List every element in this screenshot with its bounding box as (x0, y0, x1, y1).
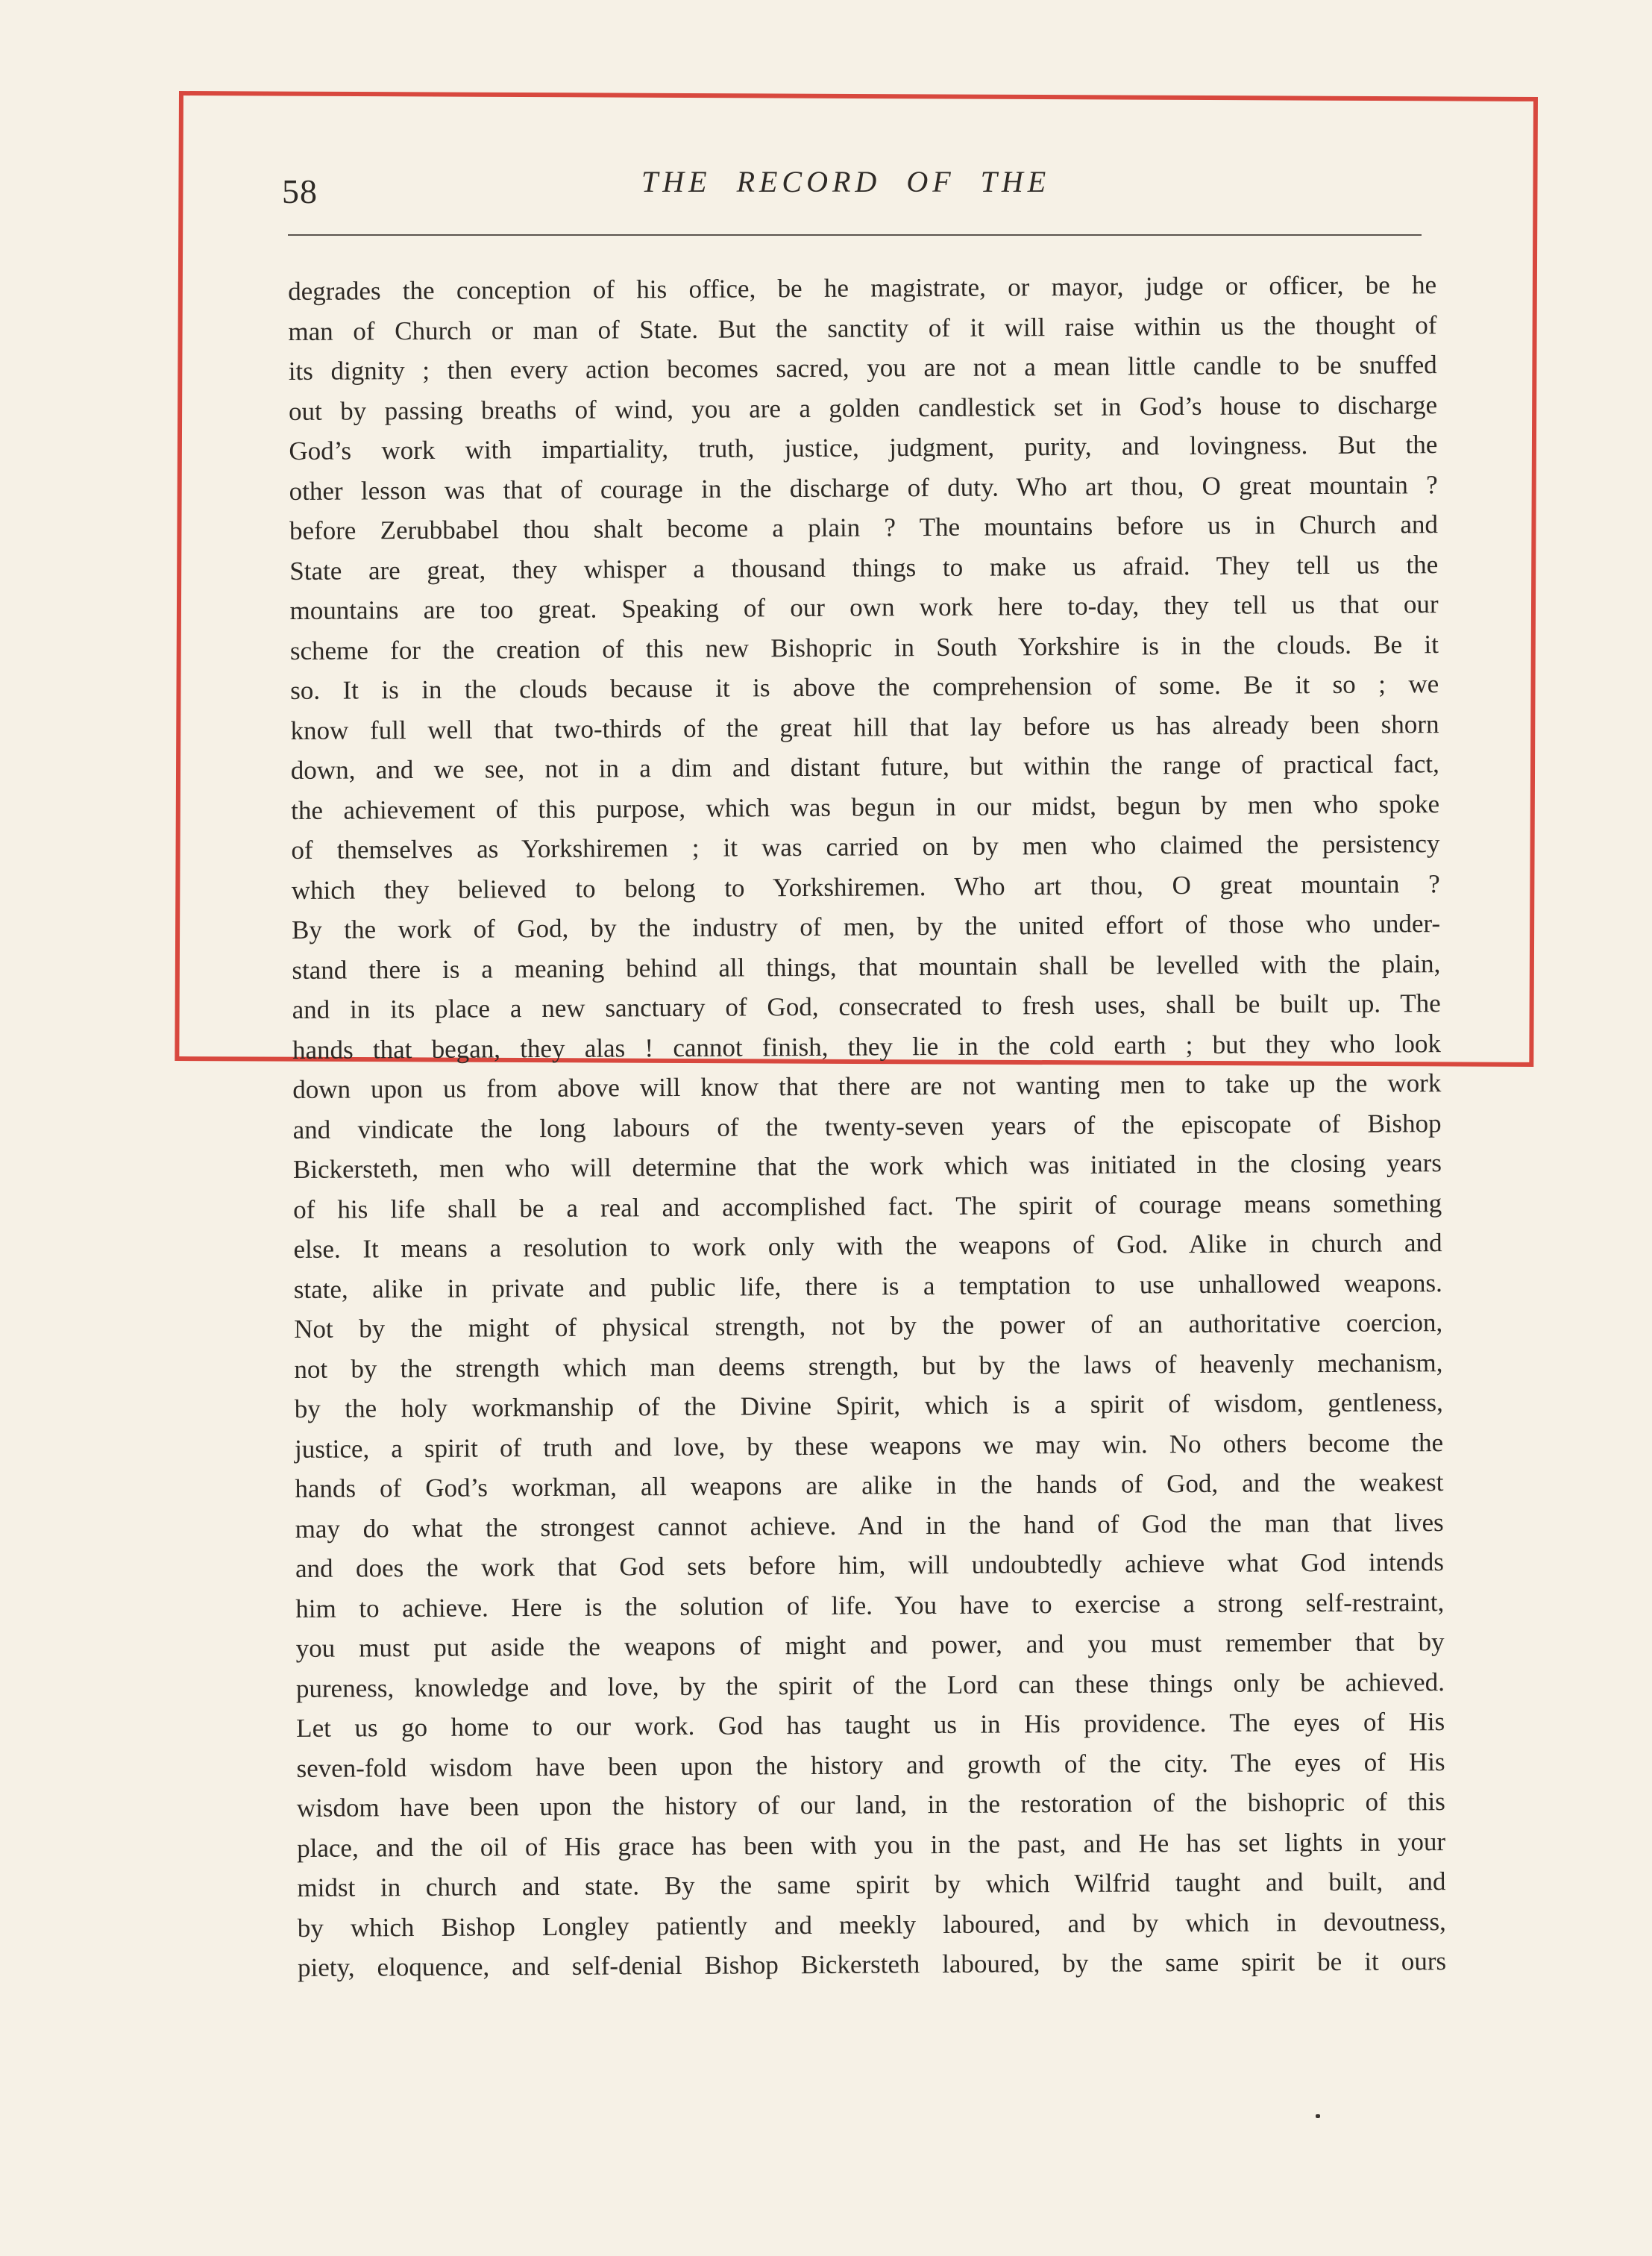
text-line: Bickersteth, men who will determine that the work which was initiated in the closing years (292, 1148, 1442, 1184)
text-line: God’s work with impartiality, truth, justice, judgment, purity, and lovingness. But the (289, 430, 1438, 466)
text-line: of themselves as Yorkshiremen ; it was carried on by men who claimed the persistency (291, 829, 1440, 865)
page-number: 58 (282, 172, 318, 210)
text-line: before Zerubbabel thou shalt become a plain ? The mountains before us in Church and (289, 510, 1439, 545)
text-line: Not by the might of physical strength, not by the power of an authoritative coercion, (294, 1308, 1443, 1344)
text-line: hands that began, they alas ! cannot finish, they lie in the cold earth ; but they who look (292, 1028, 1442, 1065)
text-line: you must put aside the weapons of might and power, and you must remember that by (295, 1627, 1445, 1663)
text-line: down upon us from above will know that there are not wanting men to take up the work (292, 1068, 1442, 1104)
text-line: the achievement of this purpose, which was begun in our midst, begun by men who spoke (291, 789, 1440, 825)
text-line: piety, eloquence, and self-denial Bishop Bickersteth laboured, by the same spirit be it ours (297, 1946, 1447, 1982)
text-line: pureness, knowledge and love, by the spirit of the Lord can these things only be achieved. (295, 1667, 1445, 1703)
text-line: by the holy workmanship of the Divine Spirit, which is a spirit of wisdom, gentleness, (294, 1388, 1443, 1423)
text-line: Let us go home to our work. God has taught us in His providence. The eyes of His (296, 1707, 1445, 1743)
body-text (288, 265, 1446, 1987)
text-line: so. It is in the clouds because it is above the comprehension of some. Be it so ; we (290, 669, 1439, 705)
header-rule (288, 234, 1422, 236)
text-line: by which Bishop Longley patiently and meekly laboured, and by which in devoutness, (297, 1906, 1446, 1943)
text-line: and vindicate the long labours of the twenty-seven years of the episcopate of Bishop (292, 1108, 1442, 1144)
ink-speck (1316, 2114, 1320, 2118)
text-line: down, and we see, not in a dim and distant future, but within the range of practical fact, (290, 749, 1439, 785)
text-line: mountains are too great. Speaking of our own work here to-day, they tell us that our (289, 589, 1439, 625)
text-line: state, alike in private and public life, there is a temptation to use unhallowed weapons. (293, 1268, 1442, 1304)
text-line: know full well that two-thirds of the great hill that lay before us has already been shorn (290, 709, 1439, 745)
text-line: wisdom have been upon the history of our land, in the restoration of the bishopric of this (296, 1787, 1445, 1823)
text-line: which they believed to belong to Yorkshiremen. Who art thou, O great mountain ? (291, 868, 1440, 905)
text-line: else. It means a resolution to work only with the weapons of God. Alike in church and (293, 1228, 1442, 1264)
text-line: him to achieve. Here is the solution of life. You have to exercise a strong self-restraint, (295, 1587, 1445, 1623)
text-line: and does the work that God sets before him, will undoubtedly achieve what God intends (295, 1547, 1445, 1583)
text-line: State are great, they whisper a thousand things to make us afraid. They tell us the (289, 549, 1439, 586)
text-line: stand there is a meaning behind all things, that mountain shall be levelled with the plain, (292, 948, 1441, 985)
text-line: midst in church and state. By the same spirit by which Wilfrid taught and built, and (297, 1867, 1446, 1902)
running-head: THE RECORD OF THE (641, 165, 1051, 198)
text-line: place, and the oil of His grace has been with you in the past, and He has set lights in your (297, 1826, 1446, 1863)
text-line: justice, a spirit of truth and love, by these weapons we may win. No others become the (294, 1427, 1444, 1464)
text-line: degrades the conception of his office, be he magistrate, or mayor, judge or officer, be he (288, 270, 1437, 306)
text-line: scheme for the creation of this new Bishopric in South Yorkshire is in the clouds. Be it (289, 629, 1439, 665)
text-line: other lesson was that of courage in the discharge of duty. Who art thou, O great mountain ? (289, 469, 1438, 506)
text-line: not by the strength which man deems strength, but by the laws of heavenly mechanism, (294, 1347, 1443, 1384)
text-line: seven-fold wisdom have been upon the history and growth of the city. The eyes of His (296, 1746, 1445, 1783)
text-line: hands of God’s workman, all weapons are alike in the hands of God, and the weakest (295, 1467, 1444, 1503)
text-line: its dignity ; then every action becomes sacred, you are not a mean little candle to be snuffed (288, 350, 1437, 386)
text-line: man of Church or man of State. But the sanctity of it will raise within us the thought of (288, 310, 1437, 346)
text-line: may do what the strongest cannot achieve. And in the hand of God the man that lives (295, 1507, 1444, 1544)
text-line: and in its place a new sanctuary of God, consecrated to fresh uses, shall be built up. The (292, 988, 1441, 1024)
text-line: of his life shall be a real and accomplished fact. The spirit of courage means something (293, 1188, 1442, 1224)
text-line: out by passing breaths of wind, you are a golden candlestick set in God’s house to discharge (288, 389, 1438, 426)
text-line: By the work of God, by the industry of men, by the united effort of those who under- (291, 909, 1441, 944)
